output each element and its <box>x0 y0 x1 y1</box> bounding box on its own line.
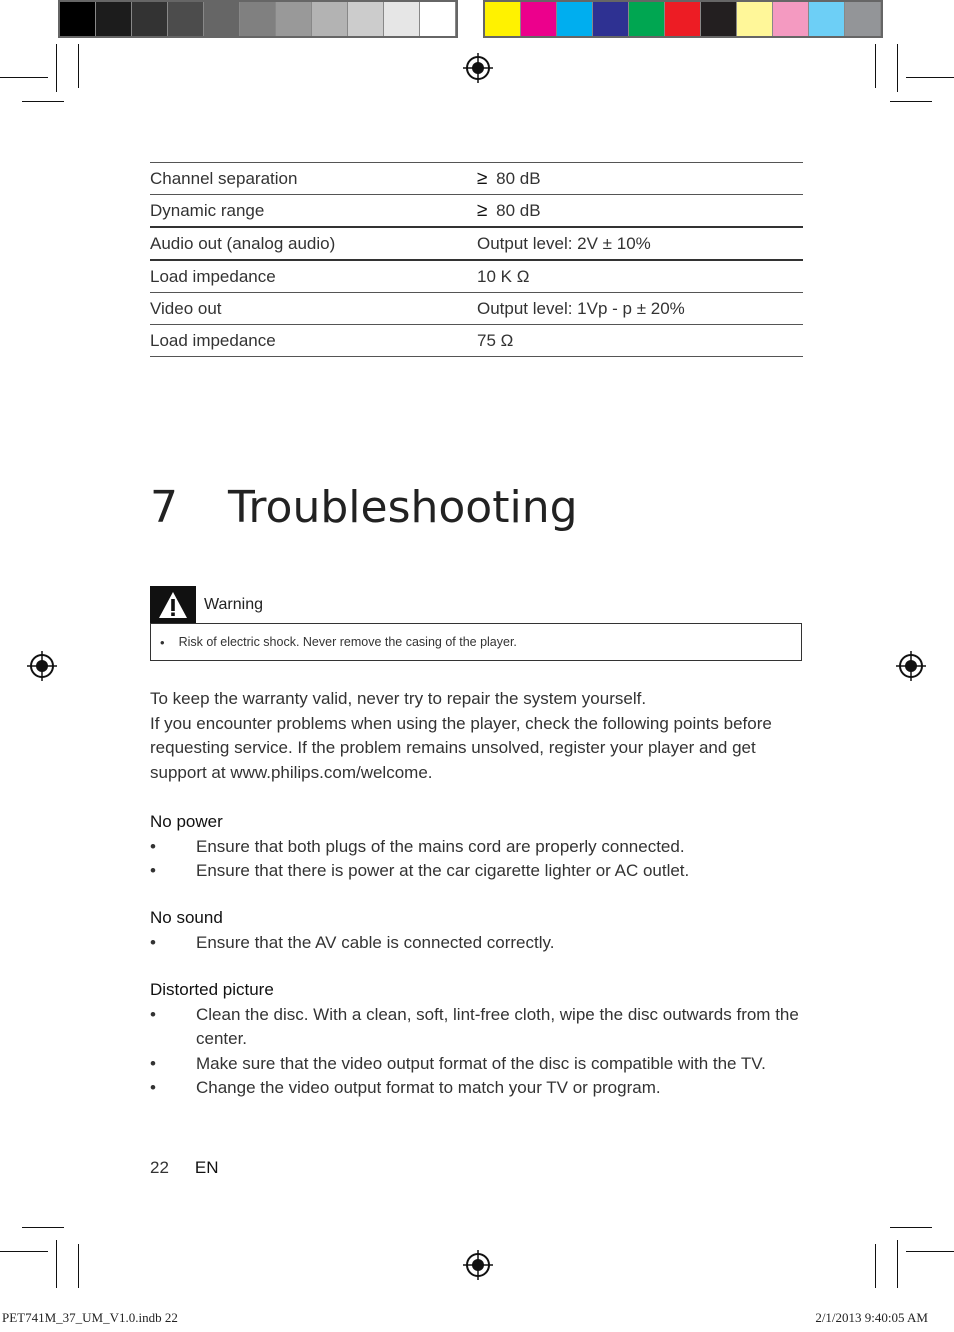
spec-value: Output level: 2V ± 10% <box>477 233 651 253</box>
list-item <box>150 835 820 860</box>
spec-value: 80 dB <box>496 200 541 220</box>
list-item <box>150 931 820 956</box>
color-swatch <box>348 2 384 36</box>
table-row <box>150 325 803 357</box>
section-title: No power <box>150 812 223 831</box>
gray-color-bar <box>58 0 458 38</box>
color-swatch <box>132 2 168 36</box>
table-row <box>150 293 803 325</box>
slug-timestamp: 2/1/2013 9:40:05 AM <box>815 1310 928 1325</box>
table-row <box>150 195 803 228</box>
bullet: • <box>150 932 156 952</box>
color-swatch <box>168 2 204 36</box>
list-item <box>150 1076 820 1101</box>
registration-mark-icon <box>463 53 493 83</box>
chapter-number: 7 <box>150 482 178 533</box>
color-swatch <box>60 2 96 36</box>
color-swatch <box>593 2 629 36</box>
language-code: EN <box>194 1158 219 1177</box>
color-swatch <box>701 2 737 36</box>
table-row <box>150 260 803 293</box>
color-swatch <box>420 2 456 36</box>
table-row <box>150 163 803 195</box>
registration-mark-icon <box>463 1250 493 1280</box>
bullet: • <box>150 1053 156 1073</box>
bullet: • <box>150 861 156 880</box>
color-swatch <box>629 2 665 36</box>
warning-box <box>150 623 802 661</box>
chapter-heading <box>150 482 578 533</box>
bullet-list <box>150 931 820 956</box>
color-swatch <box>665 2 701 36</box>
color-swatch <box>312 2 348 36</box>
greater-equal-icon: ≥ <box>477 199 488 221</box>
color-swatch <box>773 2 809 36</box>
spec-value: Output level: 1Vp - p ± 20% <box>477 298 685 318</box>
section-no-sound <box>150 906 820 955</box>
bullet: • <box>150 1078 156 1097</box>
spec-label: Audio out (analog audio) <box>150 233 336 253</box>
chapter-title: Troubleshooting <box>228 482 578 533</box>
greater-equal-icon: ≥ <box>477 167 488 189</box>
spec-label: Load impedance <box>150 266 276 286</box>
intro-text <box>150 687 810 785</box>
intro-line: To keep the warranty valid, never try to repair the system yourself. <box>150 689 647 708</box>
section-title: No sound <box>150 908 223 927</box>
section-title: Distorted picture <box>150 980 274 999</box>
bullet: • <box>160 634 165 650</box>
color-swatch <box>809 2 845 36</box>
bullet-list <box>150 1003 820 1101</box>
spec-value-cell <box>477 163 803 195</box>
warning-header <box>150 586 263 623</box>
table-row <box>150 227 803 260</box>
spec-label: Video out <box>150 298 222 318</box>
list-item-text: Change the video output format to match your TV or program. <box>196 1078 661 1097</box>
list-item-text: Make sure that the video output format of the disc is compatible with the TV. <box>196 1053 766 1073</box>
page-footer <box>150 1158 219 1178</box>
color-swatch <box>521 2 557 36</box>
warning-text: Risk of electric shock. Never remove the casing of the player. <box>178 635 517 649</box>
color-swatch <box>845 2 881 36</box>
color-swatch <box>737 2 773 36</box>
list-item-text: Clean the disc. With a clean, soft, lint-free cloth, wipe the disc outwards from the center. <box>196 1004 799 1048</box>
color-swatch <box>384 2 420 36</box>
color-swatch <box>557 2 593 36</box>
registration-mark-icon <box>896 651 926 681</box>
page-number: 22 <box>150 1158 169 1177</box>
spec-value-cell <box>477 195 803 228</box>
color-swatch <box>485 2 521 36</box>
intro-paragraph: If you encounter problems when using the player, check the following points before requesting service. If the problem remains unsolved, register your player and get support at www.philips.com/welcome. <box>150 713 772 782</box>
spec-value: 10 K Ω <box>477 266 530 286</box>
section-no-power <box>150 810 820 884</box>
spec-table <box>150 162 803 357</box>
registration-mark-icon <box>27 651 57 681</box>
spec-value: 80 dB <box>496 168 541 188</box>
list-item <box>150 1003 806 1052</box>
list-item-text: Ensure that the AV cable is connected correctly. <box>196 932 555 952</box>
warning-icon <box>150 586 196 623</box>
warning-label: Warning <box>204 595 263 613</box>
color-swatch-bar <box>483 0 883 38</box>
color-swatch <box>204 2 240 36</box>
color-swatch <box>276 2 312 36</box>
color-swatch <box>240 2 276 36</box>
bullet: • <box>150 836 156 856</box>
bullet: • <box>150 1004 156 1024</box>
list-item-text: Ensure that there is power at the car cigarette lighter or AC outlet. <box>196 861 690 880</box>
spec-value: 75 Ω <box>477 330 514 350</box>
list-item <box>150 1052 820 1077</box>
spec-label: Channel separation <box>150 168 298 188</box>
list-item-text: Ensure that both plugs of the mains cord are properly connected. <box>196 836 685 856</box>
color-swatch <box>96 2 132 36</box>
slug-filename: PET741M_37_UM_V1.0.indb 22 <box>2 1310 178 1325</box>
spec-label: Dynamic range <box>150 200 265 220</box>
spec-label: Load impedance <box>150 330 276 350</box>
bullet-list <box>150 835 820 884</box>
list-item <box>150 859 820 884</box>
section-distorted-picture <box>150 978 820 1101</box>
